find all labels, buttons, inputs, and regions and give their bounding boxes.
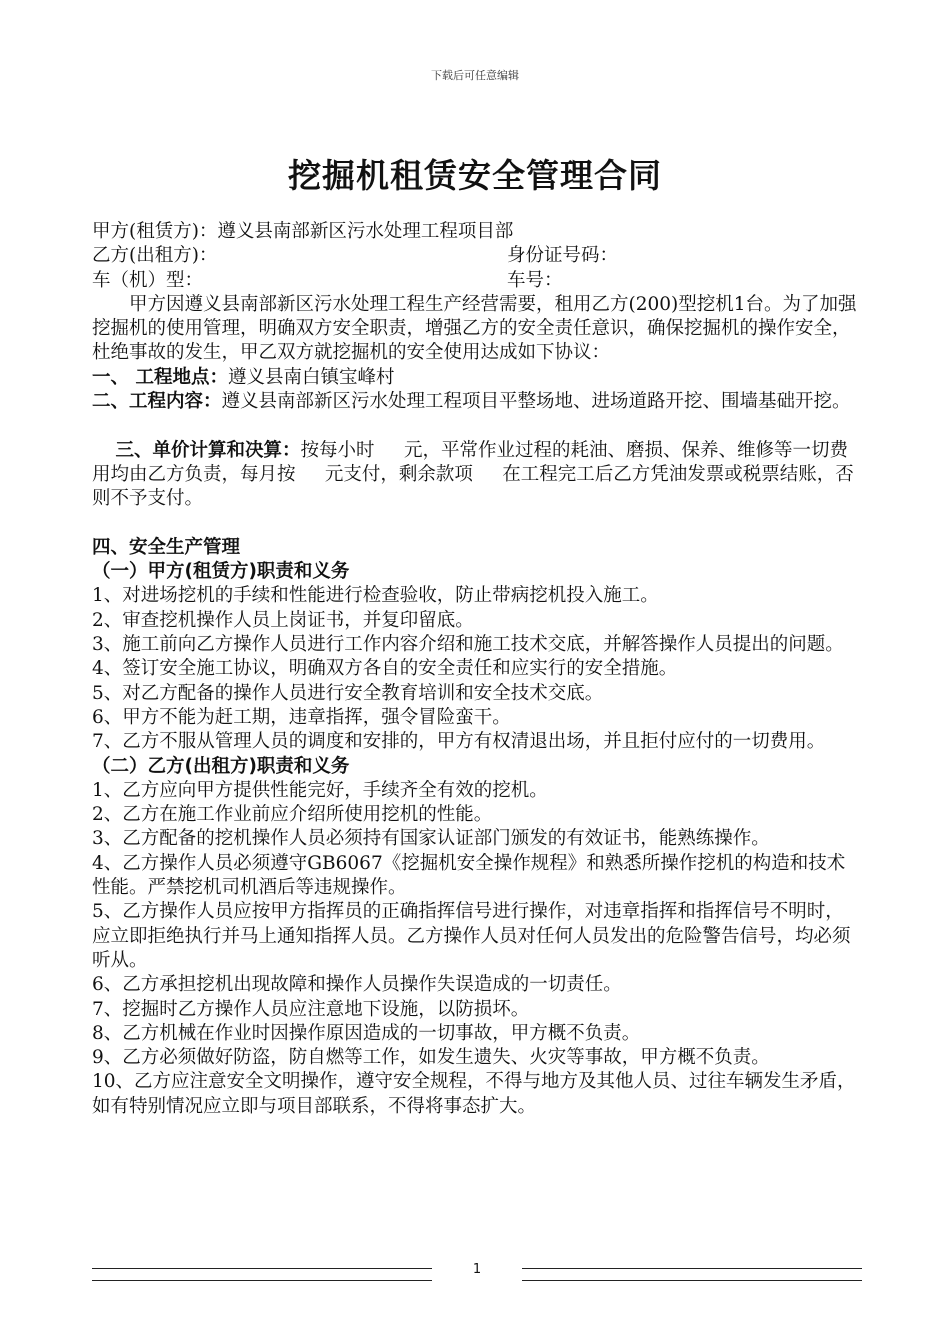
document-title: 挖掘机租赁安全管理合同: [288, 156, 662, 195]
list-item: 7、挖掘时乙方操作人员应注意地下设施，以防损坏。: [92, 998, 530, 1020]
vehicle-type-label: 车（机）型：: [92, 269, 204, 291]
section-1-text: 遵义县南白镇宝峰村: [227, 366, 395, 388]
list-item: 7、乙方不服从管理人员的调度和安排的，甲方有权清退出场，并且拒付应付的一切费用。: [92, 731, 826, 753]
section-2: [92, 390, 862, 414]
section-2-heading: 二、工程内容：: [92, 391, 222, 413]
section-4-heading: 四、安全生产管理: [92, 536, 241, 558]
header-note: 下载后可任意编辑: [431, 69, 519, 82]
section-3-text: 按每小时 元，平常作业过程的耗油、磨损、保养、维修等一切费用均由乙方负责，每月按 元支付，剩余款项 在工程完工后乙方凭油发票或税票结账，否则不予支付。: [92, 439, 854, 510]
section-3-heading: 三、单价计算和决算：: [115, 439, 301, 461]
section-2-text: 遵义县南部新区污水处理工程项目平整场地、进场道路开挖、围墙基础开挖。: [221, 391, 851, 413]
list-item: 8、乙方机械在作业时因操作原因造成的一切事故，甲方概不负责。: [92, 1022, 641, 1044]
subsection-b-heading: （二）乙方(出租方)职责和义务: [92, 755, 350, 777]
list-item: 4、签订安全施工协议，明确双方各自的安全责任和应实行的安全措施。: [92, 658, 678, 680]
list-item: 6、乙方承担挖机出现故障和操作人员操作失误造成的一切责任。: [92, 974, 622, 996]
footer-rule-left-top: [92, 1268, 432, 1269]
list-item: 5、对乙方配备的操作人员进行安全教育培训和安全技术交底。: [92, 682, 604, 704]
list-item: 2、审查挖机操作人员上岗证书，并复印留底。: [92, 609, 474, 631]
page-footer: [92, 1262, 862, 1292]
list-item: 10、乙方应注意安全文明操作，遵守安全规程，不得与地方及其他人员、过往车辆发生矛盾，如有特别情况应立即与项目部联系，不得将事态扩大。: [92, 1071, 856, 1117]
footer-rule-left-bottom: [92, 1280, 432, 1281]
list-item: 9、乙方必须做好防盗，防自燃等工作，如发生遗失、火灾等事故，甲方概不负责。: [92, 1047, 770, 1069]
section-3: [92, 414, 862, 535]
party-a-line: 甲方(租赁方)：遵义县南部新区污水处理工程项目部: [92, 221, 514, 242]
list-item: 1、乙方应向甲方提供性能完好，手续齐全有效的挖机。: [92, 779, 548, 801]
page-number: 1: [472, 1262, 482, 1277]
id-number-label: 身份证号码：: [507, 245, 619, 267]
footer-rule-right-bottom: [522, 1280, 862, 1281]
list-item: 4、乙方操作人员必须遵守GB6067《挖掘机安全操作规程》和熟悉所操作挖机的构造和技术性能。严禁挖机司机酒后等违规操作。: [92, 852, 846, 899]
list-item: 3、乙方配备的挖机操作人员必须持有国家认证部门颁发的有效证书，能熟练操作。: [92, 828, 770, 850]
list-item: 1、对进场挖机的手续和性能进行检查验收，防止带病挖机投入施工。: [92, 585, 659, 607]
vehicle-line: [92, 269, 862, 293]
footer-rule-right-top: [522, 1268, 862, 1269]
list-item: 3、施工前向乙方操作人员进行工作内容介绍和施工技术交底，并解答操作人员提出的问题。: [92, 634, 844, 656]
intro-paragraph: 甲方因遵义县南部新区污水处理工程生产经营需要，租用乙方(200)型挖机1台。为了加强挖掘机的使用管理，明确双方安全职责，增强乙方的安全责任意识，确保挖掘机的操作安全，杜绝事故的发生，甲乙双方就挖掘机的安全使用达成如下协议：: [92, 293, 857, 364]
subsection-a-heading: （一）甲方(租赁方)职责和义务: [92, 561, 350, 583]
party-b-label: 乙方(出租方)：: [92, 245, 218, 267]
list-item: 6、甲方不能为赶工期，违章指挥，强令冒险蛮干。: [92, 706, 511, 728]
list-item: 5、乙方操作人员应按甲方指挥员的正确指挥信号进行操作，对违章指挥和指挥信号不明时，应立即拒绝执行并马上通知指挥人员。乙方操作人员对任何人员发出的危险警告信号，均必须听从。: [92, 901, 851, 971]
section-1: [92, 366, 862, 390]
list-item: 2、乙方在施工作业前应介绍所使用挖机的性能。: [92, 804, 493, 826]
plate-number-label: 车号：: [507, 269, 563, 291]
section-1-heading: 一、 工程地点：: [92, 366, 228, 388]
party-b-line: [92, 244, 862, 268]
contract-body: [92, 220, 862, 1119]
